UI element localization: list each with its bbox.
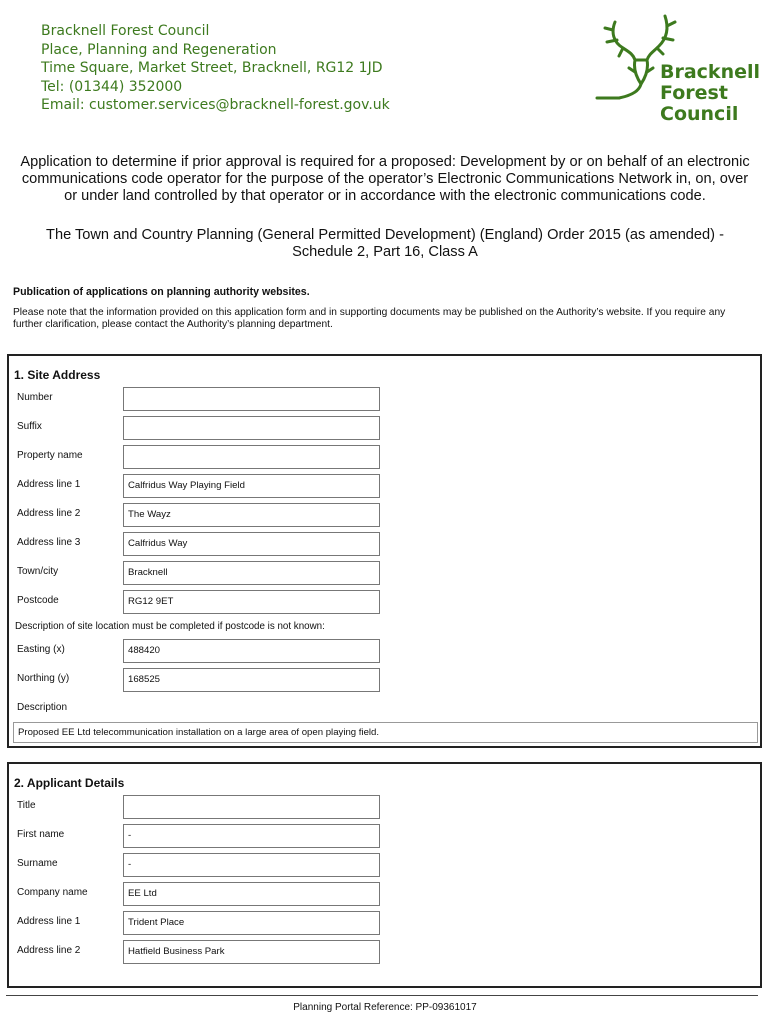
council-email: Email: customer.services@bracknell-forest.gov.uk (41, 97, 390, 113)
applicant-details-section (7, 762, 762, 988)
field-label: Northing (y) (17, 673, 70, 684)
council-name: Bracknell Forest Council (41, 23, 210, 39)
address-line-1-input[interactable]: Calfridus Way Playing Field (123, 474, 380, 498)
field-label: Number (17, 392, 53, 403)
number-input[interactable] (123, 387, 380, 411)
section-title: 1. Site Address (14, 368, 101, 382)
field-label: Company name (17, 887, 88, 898)
field-label: Town/city (17, 566, 59, 577)
site-address-section (7, 354, 762, 748)
field-label: Address line 1 (17, 479, 81, 490)
council-department: Place, Planning and Regeneration (41, 41, 277, 58)
postcode-input[interactable]: RG12 9ET (123, 590, 380, 614)
address-line-3-input[interactable]: Calfridus Way (123, 532, 380, 556)
applicant-address-line-2-input[interactable]: Hatfield Business Park (123, 940, 380, 964)
field-label: Postcode (17, 595, 59, 606)
field-label: Address line 2 (17, 945, 81, 956)
council-address (41, 22, 390, 115)
publication-note: Please note that the information provided on this application form and in supporting documents may be published on the Authority’s website. If you require any further clarification, please contact the Authority’s planning department. (13, 307, 726, 330)
logo-line-bracknell: Bracknell (660, 61, 761, 83)
section-title: 2. Applicant Details (14, 776, 125, 790)
surname-input[interactable]: - (123, 853, 380, 877)
field-label: Easting (x) (17, 644, 65, 655)
field-label: Description (17, 702, 68, 713)
property-name-input[interactable] (123, 445, 380, 469)
publication-heading: Publication of applications on planning authority websites. (13, 286, 310, 298)
footer-reference: Planning Portal Reference: PP-09361017 (293, 1002, 477, 1013)
logo-wordmark (660, 62, 760, 125)
field-label: Address line 2 (17, 508, 81, 519)
town-city-input[interactable]: Bracknell (123, 561, 380, 585)
location-note: Description of site location must be completed if postcode is not known: (15, 621, 325, 632)
field-label: Suffix (17, 421, 42, 432)
northing-input[interactable]: 168525 (123, 668, 380, 692)
title-input[interactable] (123, 795, 380, 819)
footer-divider (6, 995, 758, 996)
council-street: Time Square, Market Street, Bracknell, RG12 1JD (41, 60, 383, 76)
suffix-input[interactable] (123, 416, 380, 440)
field-label: First name (17, 829, 65, 840)
company-name-input[interactable]: EE Ltd (123, 882, 380, 906)
easting-input[interactable]: 488420 (123, 639, 380, 663)
page-subtitle: The Town and Country Planning (General Permitted Development) (England) Order 2015 (as amended) - Schedule 2, Part 16, Class A (46, 227, 724, 260)
first-name-input[interactable]: - (123, 824, 380, 848)
page-title: Application to determine if prior approval is required for a proposed: Development by or on behalf of an electronic communications code operator for the purpose of the operator’s Electronic Communications Network in, on, over or under land controlled by that operator or in accordance with the electronic communications code. (20, 154, 750, 204)
applicant-address-line-1-input[interactable]: Trident Place (123, 911, 380, 935)
field-label: Address line 3 (17, 537, 81, 548)
field-label: Surname (17, 858, 58, 869)
council-phone: Tel: (01344) 352000 (41, 78, 183, 95)
logo-line-forest: Forest (660, 82, 728, 104)
description-input[interactable]: Proposed EE Ltd telecommunication installation on a large area of open playing field. (13, 722, 758, 743)
field-label: Property name (17, 450, 83, 461)
field-label: Title (17, 800, 36, 811)
address-line-2-input[interactable]: The Wayz (123, 503, 380, 527)
field-label: Address line 1 (17, 916, 81, 927)
logo-line-council: Council (660, 103, 739, 125)
